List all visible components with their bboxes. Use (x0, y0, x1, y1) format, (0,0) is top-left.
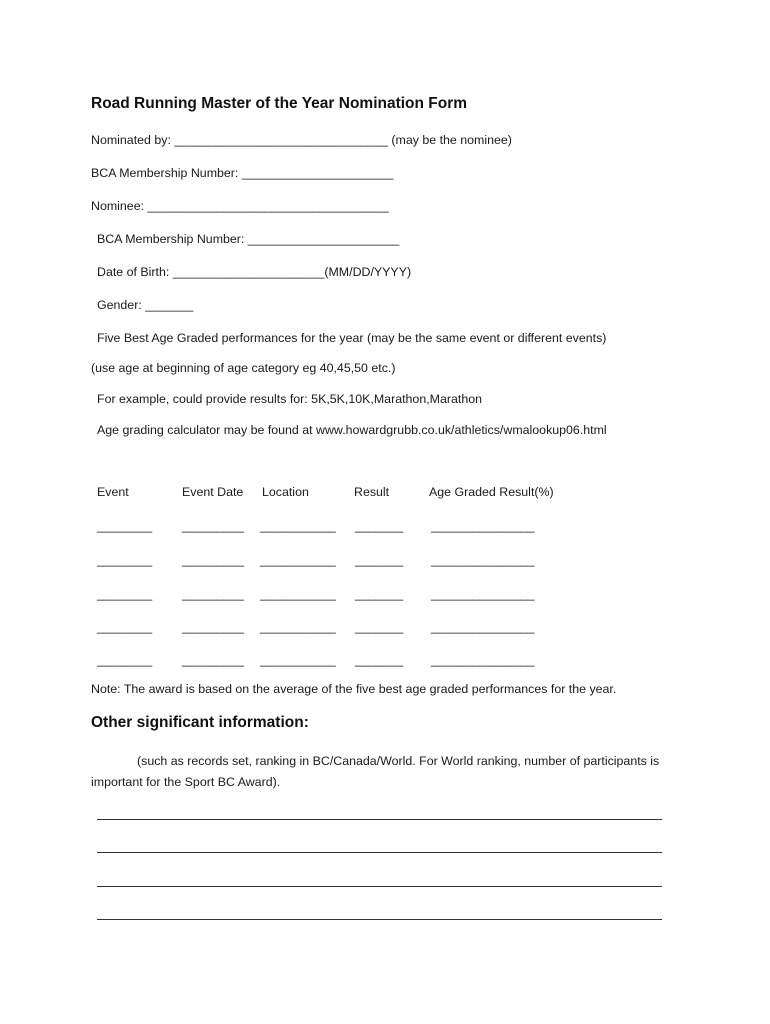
result-blank[interactable]: _______ (355, 553, 404, 567)
five-best-instructions: Five Best Age Graded performances for the year (may be the same event or different events) (97, 331, 607, 345)
location-blank[interactable]: ___________ (260, 587, 336, 601)
age-graded-blank[interactable]: _______________ (431, 587, 535, 601)
result-blank[interactable]: _______ (355, 653, 404, 667)
event-date-blank[interactable]: _________ (182, 519, 245, 533)
answer-line[interactable] (97, 819, 662, 820)
event-blank[interactable]: ________ (97, 519, 153, 533)
event-blank[interactable]: ________ (97, 587, 153, 601)
answer-line[interactable] (97, 886, 662, 887)
column-header-result: Result (354, 485, 390, 499)
age-category-note: (use age at beginning of age category eg 40,45,50 etc.) (91, 361, 396, 375)
result-blank[interactable]: _______ (355, 620, 404, 634)
answer-line[interactable] (97, 919, 662, 920)
page-title: Road Running Master of the Year Nomination Form (91, 95, 468, 112)
column-header-event: Event (97, 485, 129, 499)
event-blank[interactable]: ________ (97, 553, 153, 567)
age-graded-blank[interactable]: _______________ (431, 519, 535, 533)
bca-membership-field-nominee[interactable]: BCA Membership Number: ______________________ (97, 232, 400, 246)
example-events-note: For example, could provide results for: 5K,5K,10K,Marathon,Marathon (97, 392, 482, 406)
column-header-location: Location (262, 485, 309, 499)
bca-membership-field-nominator[interactable]: BCA Membership Number: ______________________ (91, 166, 394, 180)
event-blank[interactable]: ________ (97, 620, 153, 634)
event-date-blank[interactable]: _________ (182, 620, 245, 634)
age-graded-blank[interactable]: _______________ (431, 653, 535, 667)
result-blank[interactable]: _______ (355, 519, 404, 533)
date-of-birth-field[interactable]: Date of Birth: ______________________(MM/DD/YYYY) (97, 265, 412, 279)
age-graded-blank[interactable]: _______________ (431, 620, 535, 634)
location-blank[interactable]: ___________ (260, 519, 336, 533)
event-date-blank[interactable]: _________ (182, 587, 245, 601)
other-information-description-line1: (such as records set, ranking in BC/Canada/World. For World ranking, number of participants is (137, 754, 660, 768)
other-information-heading: Other significant information: (91, 714, 309, 731)
age-graded-blank[interactable]: _______________ (431, 553, 535, 567)
event-date-blank[interactable]: _________ (182, 553, 245, 567)
event-blank[interactable]: ________ (97, 653, 153, 667)
answer-line[interactable] (97, 852, 662, 853)
other-information-description-line2: important for the Sport BC Award). (91, 775, 281, 789)
age-grading-calculator-note: Age grading calculator may be found at www.howardgrubb.co.uk/athletics/wmalookup06.html (97, 423, 607, 437)
column-header-age-graded-result: Age Graded Result(%) (429, 485, 554, 499)
result-blank[interactable]: _______ (355, 587, 404, 601)
location-blank[interactable]: ___________ (260, 620, 336, 634)
location-blank[interactable]: ___________ (260, 553, 336, 567)
nominated-by-field[interactable]: Nominated by: _______________________________ (may be the nominee) (91, 133, 512, 147)
location-blank[interactable]: ___________ (260, 653, 336, 667)
column-header-event-date: Event Date (182, 485, 244, 499)
nominee-field[interactable]: Nominee: ___________________________________ (91, 199, 389, 213)
event-date-blank[interactable]: _________ (182, 653, 245, 667)
gender-field[interactable]: Gender: _______ (97, 298, 194, 312)
award-note: Note: The award is based on the average of the five best age graded performances for the year. (91, 682, 617, 696)
